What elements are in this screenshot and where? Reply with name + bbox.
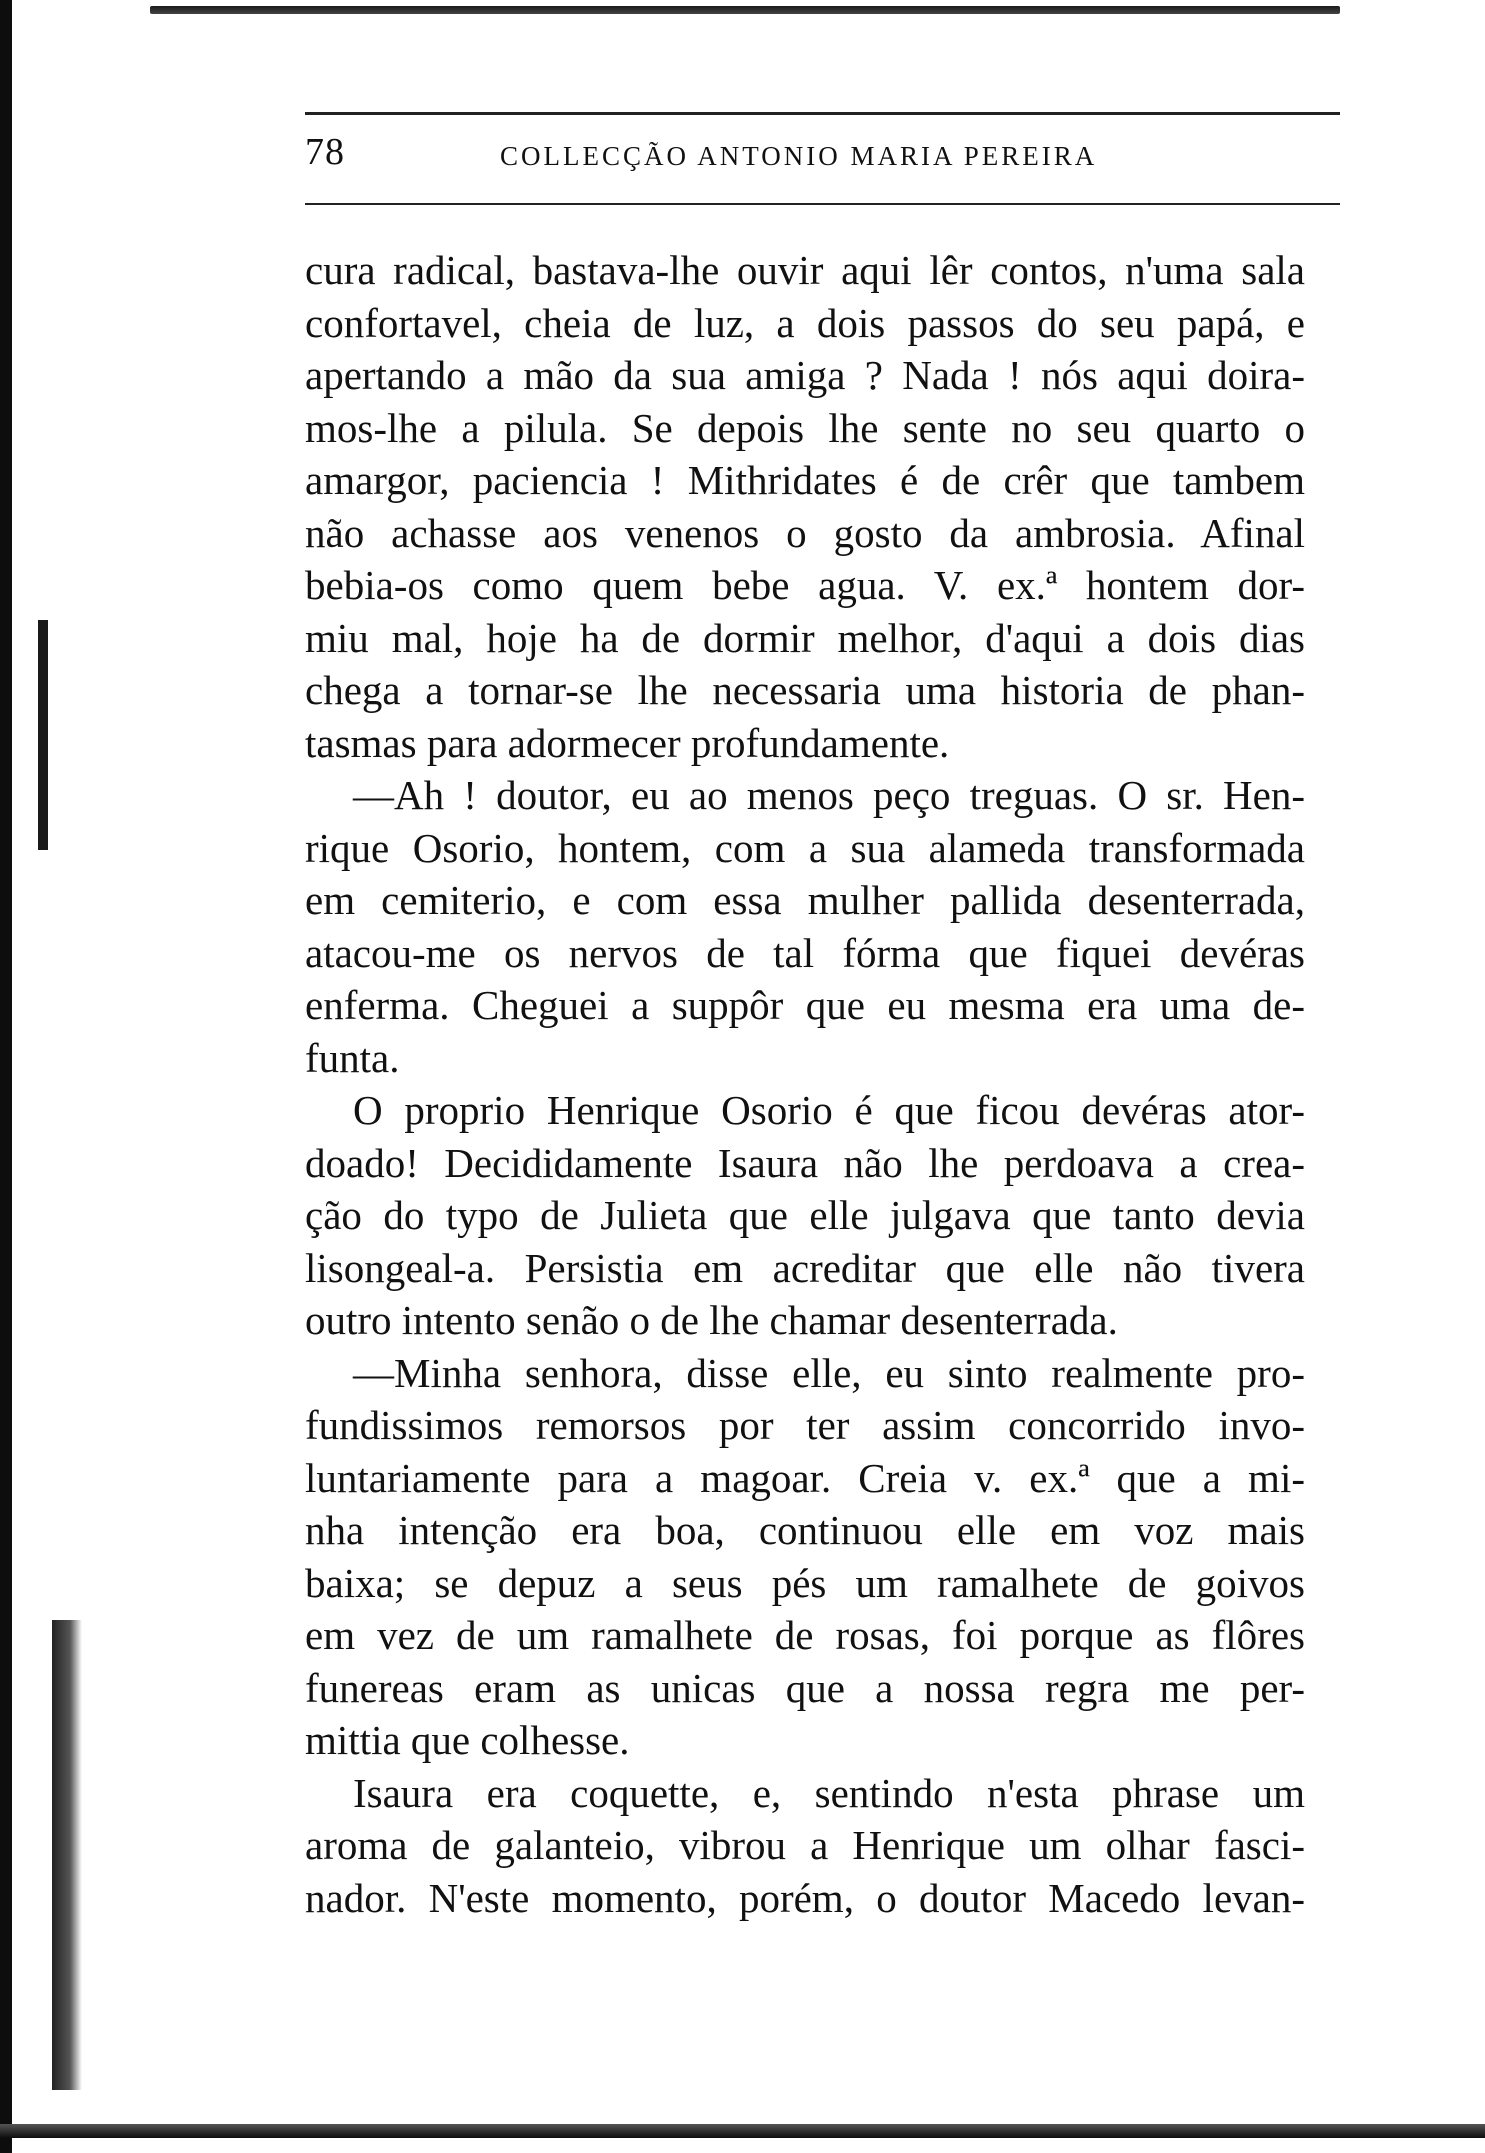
text-line: nador. N'este momento, porém, o doutor Macedo levan- <box>305 1874 1305 1921</box>
header-rule-bottom <box>305 203 1340 205</box>
scan-edge-left <box>0 0 12 2153</box>
text-line: Isaura era coquette, e, sentindo n'esta phrase um <box>353 1769 1305 1816</box>
text-line: miu mal, hoje ha de dormir melhor, d'aqui a dois dias <box>305 614 1305 661</box>
text-line: chega a tornar-se lhe necessaria uma historia de phan- <box>305 667 1305 713</box>
text-line: apertando a mão da sua amiga ? Nada ! nós aqui doira- <box>305 352 1305 398</box>
text-line: baixa; se depuz a seus pés um ramalhete de goivos <box>305 1559 1305 1606</box>
text-line: em vez de um ramalhete de rosas, foi porque as flôres <box>305 1612 1305 1658</box>
text-line: tasmas para adormecer profundamente. <box>305 719 950 766</box>
text-line: O proprio Henrique Osorio é que ficou devéras ator- <box>353 1087 1305 1133</box>
text-line: ção do typo de Julieta que elle julgava que tanto devia <box>305 1192 1305 1238</box>
text-line: luntariamente para a magoar. Creia v. ex.ª que a mi- <box>305 1454 1305 1501</box>
text-line: enferma. Cheguei a suppôr que eu mesma era uma de- <box>305 982 1305 1028</box>
text-line: mos-lhe a pilula. Se depois lhe sente no seu quarto o <box>305 404 1305 451</box>
text-line: amargor, paciencia ! Mithridates é de crêr que tambem <box>305 457 1305 503</box>
running-title: COLLECÇÃO ANTONIO MARIA PEREIRA <box>500 141 1098 171</box>
text-line: outro intento senão o de lhe chamar desenterrada. <box>305 1297 1118 1343</box>
page-number: 78 <box>305 131 345 173</box>
text-line: funta. <box>305 1034 400 1081</box>
text-line: confortavel, cheia de luz, a dois passos do seu papá, e <box>305 299 1305 346</box>
text-line: —Ah ! doutor, eu ao menos peço treguas. O sr. Hen- <box>353 772 1305 818</box>
text-line: rique Osorio, hontem, com a sua alameda transformada <box>305 824 1305 871</box>
text-line: em cemiterio, e com essa mulher pallida desenterrada, <box>305 877 1305 923</box>
body-text <box>305 244 1305 1924</box>
text-line: lisongeal-a. Persistia em acreditar que elle não tivera <box>305 1244 1305 1291</box>
header-rule-top <box>305 112 1340 115</box>
text-line: —Minha senhora, disse elle, eu sinto realmente pro- <box>353 1349 1305 1396</box>
text-line: funereas eram as unicas que a nossa regra me per- <box>305 1664 1305 1711</box>
text-line: fundissimos remorsos por ter assim concorrido invo- <box>305 1402 1305 1448</box>
text-line: doado! Decididamente Isaura não lhe perdoava a crea- <box>305 1139 1305 1186</box>
scan-shadow-left-lower <box>52 1620 82 2090</box>
scan-edge-bottom <box>0 2124 1485 2138</box>
text-line: não achasse aos venenos o gosto da ambrosia. Afinal <box>305 509 1305 556</box>
text-line: nha intenção era boa, continuou elle em voz mais <box>305 1507 1305 1553</box>
text-line: bebia-os como quem bebe agua. V. ex.ª hontem dor- <box>305 562 1305 608</box>
text-line: mittia que colhesse. <box>305 1717 630 1763</box>
text-line: cura radical, bastava-lhe ouvir aqui lêr contos, n'uma sala <box>305 247 1305 293</box>
scan-shadow-left <box>38 620 48 850</box>
text-line: aroma de galanteio, vibrou a Henrique um olhar fasci- <box>305 1822 1305 1868</box>
scan-edge-top <box>150 6 1340 14</box>
text-line: atacou-me os nervos de tal fórma que fiquei devéras <box>305 929 1305 976</box>
